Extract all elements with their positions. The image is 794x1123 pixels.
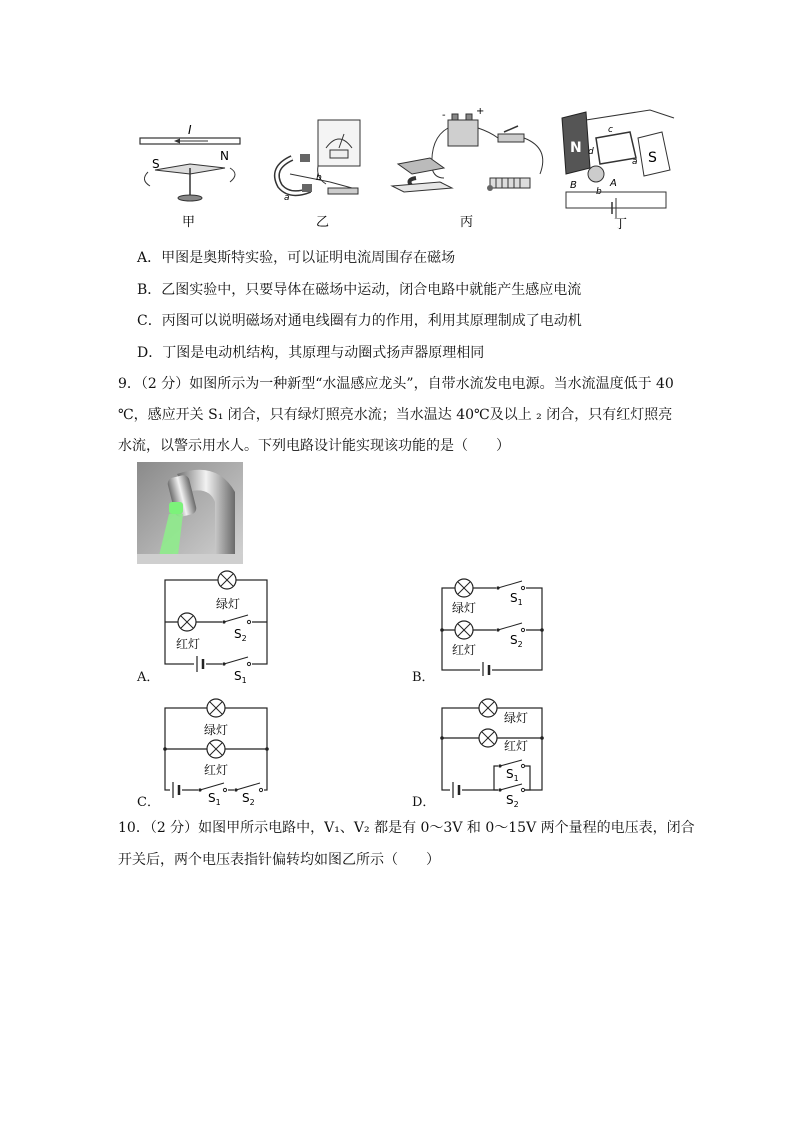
pole-s: S: [648, 150, 657, 166]
circuit-option-d: D．: [412, 795, 436, 810]
q10-stem-line2: 开关后，两个电压表指针偏转均如图乙所示（ ）: [118, 852, 440, 868]
north-label: N: [220, 149, 229, 163]
current-label: I: [188, 123, 192, 137]
red-lamp-label-c: 红灯: [204, 763, 229, 777]
green-lamp-label-d: 绿灯: [504, 711, 529, 725]
caption-yi: 乙: [316, 215, 330, 230]
q8-option-a: A．甲图是奥斯特实验，可以证明电流周围存在磁场: [137, 250, 456, 266]
faucet-photo: [137, 462, 243, 564]
switch-s2-label-b: $S_2$: [510, 633, 523, 649]
label-b-ding: b: [596, 187, 602, 197]
green-lamp-label-a: 绿灯: [216, 597, 241, 611]
q8-option-b: B．乙图实验中，只要导体在磁场中运动，闭合电路中就能产生感应电流: [137, 282, 582, 298]
battery-plus: +: [476, 108, 485, 117]
circuit-option-c: C．: [137, 795, 160, 810]
circuit-b: [420, 572, 560, 676]
red-lamp-label-d: 红灯: [504, 739, 529, 753]
q8-option-c: C．丙图可以说明磁场对通电线圈有力的作用，利用其原理制成了电动机: [137, 313, 582, 329]
switch-s2-label-a: $S_2$: [234, 627, 247, 643]
pole-n: N: [570, 140, 582, 156]
switch-s1-label-a: $S_1$: [234, 669, 247, 684]
switch-s2-label-d: $S_2$: [506, 793, 519, 809]
q9-stem-line3: 水流，以警示用水人。下列电路设计能实现该功能的是（ ）: [118, 438, 510, 454]
switch-s1-label-d: $S_1$: [506, 767, 519, 783]
south-label: S: [152, 157, 160, 171]
q9-stem-line2: ℃，感应开关 S₁ 闭合，只有绿灯照亮水流；当水温达 40℃及以上 ₂ 闭合，只有红灯照亮: [118, 407, 673, 423]
label-a-ding: a: [632, 157, 638, 167]
label-a-yi: a: [284, 193, 290, 203]
switch-s1-label-b: $S_1$: [510, 591, 523, 607]
circuit-d: [420, 694, 560, 810]
switch-s2-label-c: $S_2$: [242, 791, 255, 807]
caption-bing: 丙: [460, 215, 474, 230]
figure-ding: [562, 110, 674, 218]
figure-yi: [277, 120, 360, 203]
label-b-yi: b: [316, 173, 322, 183]
label-d: d: [588, 147, 594, 157]
label-B: B: [570, 180, 577, 191]
figure-bing: [392, 108, 543, 192]
q10-stem-line1: 10．（2 分）如图甲所示电路中，V₁、V₂ 都是有 0～3V 和 0～15V 两个量程的电压表，闭合: [118, 820, 695, 836]
caption-jia: 甲: [182, 215, 196, 230]
red-lamp-label-a: 红灯: [176, 637, 201, 651]
label-c: c: [608, 125, 613, 135]
switch-s1-label-c: $S_1$: [208, 791, 221, 807]
q9-stem-line1: 9．（2 分）如图所示为一种新型“水温感应龙头”，自带水流发电电源。当水流温度低于 40: [118, 376, 674, 392]
red-lamp-label-b: 红灯: [452, 643, 477, 657]
green-lamp-label-b: 绿灯: [452, 601, 477, 615]
label-A: A: [610, 178, 617, 189]
circuit-option-a: A．: [137, 670, 160, 685]
green-lamp-label-c: 绿灯: [204, 723, 229, 737]
circuit-option-b: B．: [412, 670, 435, 685]
battery-minus: -: [442, 110, 446, 121]
q8-figures: [130, 108, 680, 234]
figure-jia: [140, 123, 240, 201]
q8-option-d: D．丁图是电动机结构，其原理与动圈式扬声器原理相同: [137, 345, 485, 361]
caption-ding: 丁: [614, 217, 628, 232]
